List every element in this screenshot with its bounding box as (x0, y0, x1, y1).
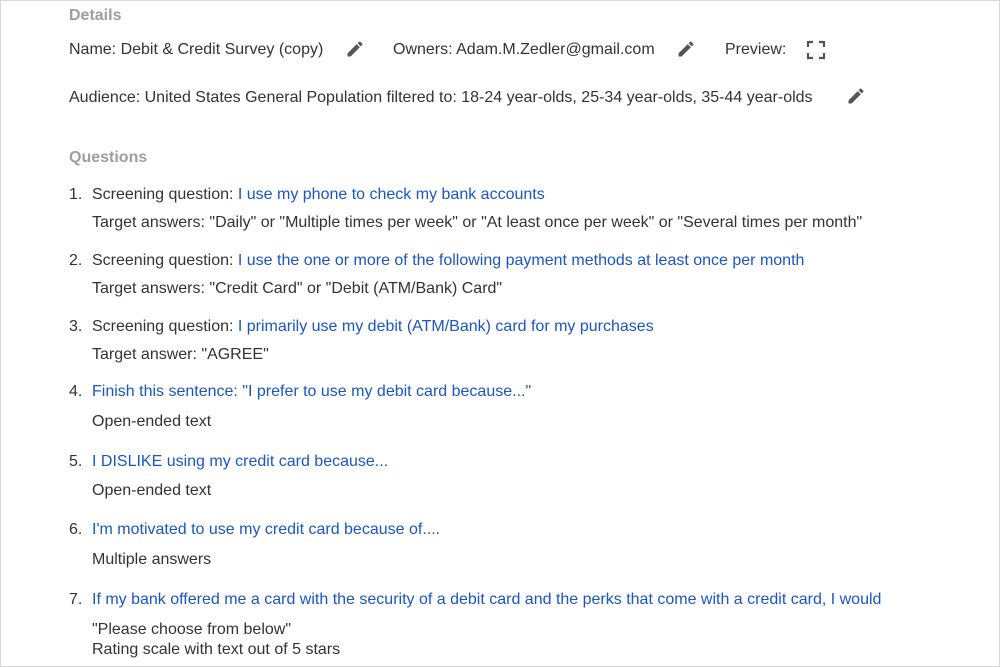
question-number: 6. (69, 521, 83, 538)
question-answer-type: Open-ended text (92, 482, 212, 499)
question-target-answers: Target answers: "Daily" or "Multiple times per week" or "At least once per week" or "Several times per month" (92, 214, 863, 231)
question-item-2 (92, 252, 804, 270)
question-number: 3. (69, 318, 83, 335)
question-prefix: Screening question: (92, 186, 238, 203)
question-link[interactable]: I use my phone to check my bank accounts (237, 186, 545, 203)
question-link[interactable]: I use the one or more of the following payment methods at least once per month (237, 252, 805, 269)
question-link[interactable]: I'm motivated to use my credit card because of.... (92, 521, 441, 538)
edit-owners-pencil-icon[interactable] (676, 39, 696, 59)
question-item-1 (92, 186, 545, 204)
question-target-answer: Target answer: "AGREE" (92, 346, 269, 363)
question-answer-type: Rating scale with text out of 5 stars (92, 641, 341, 658)
question-answer-type: Multiple answers (92, 551, 212, 568)
question-number: 7. (69, 591, 83, 608)
survey-audience: Audience: United States General Population filtered to: 18-24 year-olds, 25-34 year-olds, 35-44 year-olds (69, 89, 813, 106)
question-item-6 (92, 521, 440, 539)
question-item-3 (92, 318, 654, 336)
question-number: 1. (69, 186, 83, 203)
question-link[interactable]: If my bank offered me a card with the security of a debit card and the perks that come with a credit card, I would (92, 591, 882, 608)
question-prompt-text: "Please choose from below" (92, 621, 292, 638)
question-number: 2. (69, 252, 83, 269)
edit-name-pencil-icon[interactable] (345, 39, 365, 59)
preview-expand-icon[interactable] (806, 40, 826, 60)
question-prefix: Screening question: (92, 252, 238, 269)
question-target-answers: Target answers: "Credit Card" or "Debit (ATM/Bank) Card" (92, 280, 503, 297)
question-item-4 (92, 383, 531, 401)
survey-name: Name: Debit & Credit Survey (copy) (69, 41, 324, 58)
question-item-5 (92, 453, 388, 471)
survey-owners: Owners: Adam.M.Zedler@gmail.com (393, 41, 655, 58)
question-link[interactable]: Finish this sentence: "I prefer to use my debit card because..." (92, 383, 532, 400)
question-prefix: Screening question: (92, 318, 238, 335)
question-number: 4. (69, 383, 83, 400)
question-link[interactable]: I DISLIKE using my credit card because... (92, 453, 389, 470)
details-heading: Details (69, 7, 122, 24)
question-item-7 (92, 591, 881, 609)
question-number: 5. (69, 453, 83, 470)
preview-label: Preview: (725, 41, 787, 58)
question-answer-type: Open-ended text (92, 413, 212, 430)
edit-audience-pencil-icon[interactable] (846, 86, 866, 106)
questions-heading: Questions (69, 149, 148, 166)
question-link[interactable]: I primarily use my debit (ATM/Bank) card for my purchases (237, 318, 654, 335)
